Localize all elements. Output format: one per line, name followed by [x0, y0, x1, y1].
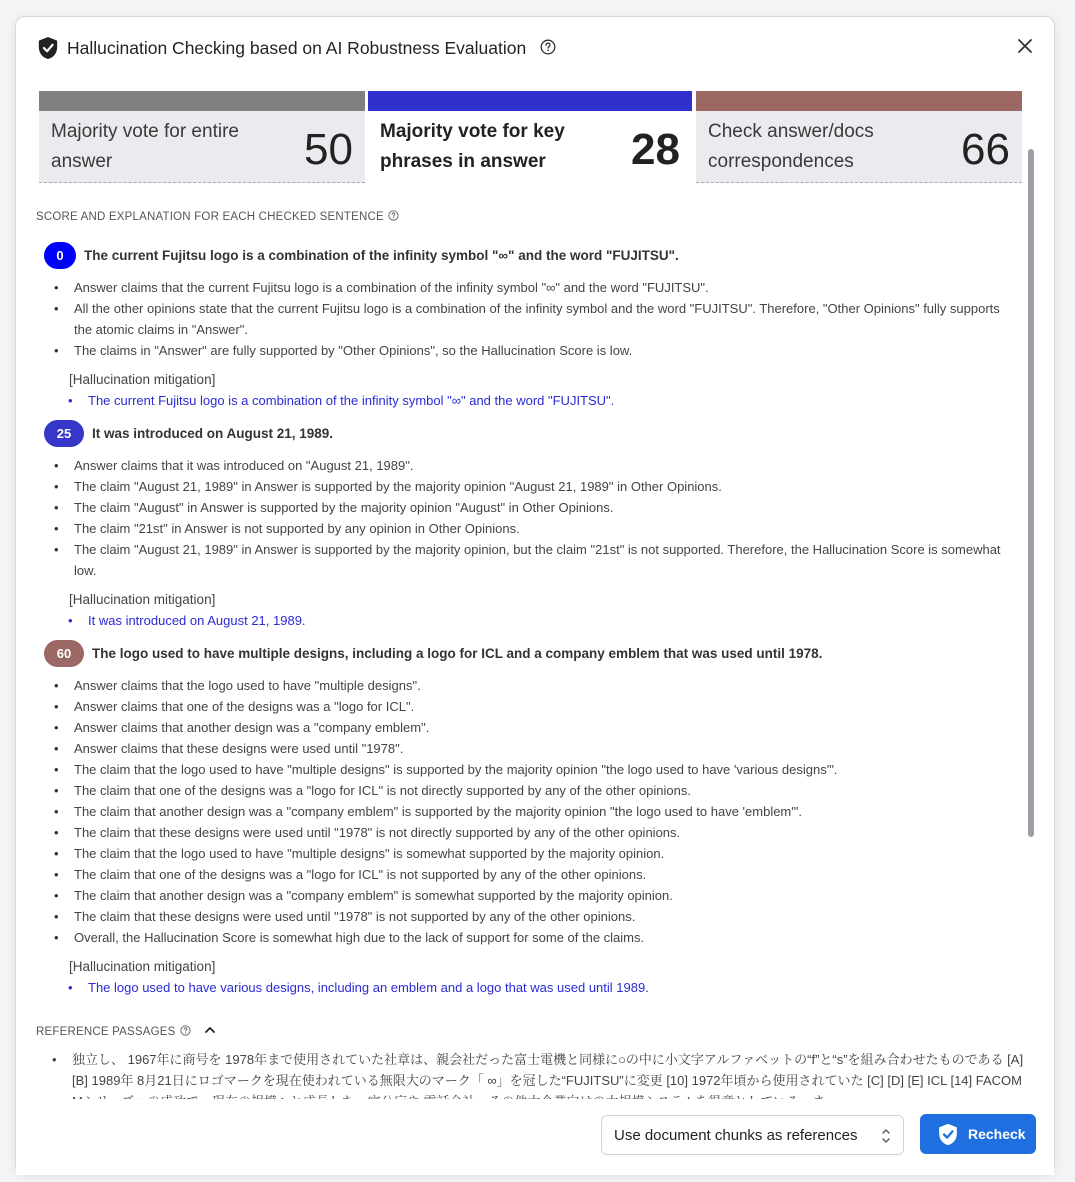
help-icon[interactable]	[180, 1025, 191, 1036]
list-item: • The claim that these designs were used until "1978" is not supported by any of the other opinions.	[46, 906, 1006, 927]
score-value: 50	[304, 125, 353, 174]
help-icon[interactable]	[540, 39, 556, 55]
list-item: • Answer claims that one of the designs was a "logo for ICL".	[46, 696, 1006, 717]
list-item: • The claim that the logo used to have "multiple designs" is somewhat supported by the majority opinion.	[46, 843, 1006, 864]
score-badge: 0	[44, 242, 76, 269]
chevron-up-icon[interactable]	[204, 1024, 216, 1036]
list-item: • The claim that another design was a "company emblem" is supported by the majority opinion "the logo used to have 'emblem'".	[46, 801, 1006, 822]
list-item: • The claim "August 21, 1989" in Answer is supported by the majority opinion, but the claim "21st" is not supported. Therefore, the Hallucination Score is somewhat low.	[46, 539, 1006, 581]
list-item: • Answer claims that it was introduced on "August 21, 1989".	[46, 455, 1006, 476]
checked-sentence: It was introduced on August 21, 1989.	[92, 426, 334, 441]
score-card-key-phrases[interactable]	[368, 91, 692, 183]
scrollbar[interactable]	[1028, 149, 1034, 837]
checked-sentence: The logo used to have multiple designs, including a logo for ICL and a company emblem that was used until 1978.	[92, 646, 823, 661]
list-item: • All the other opinions state that the current Fujitsu logo is a combination of the infinity symbol and the word "FUJITSU". Therefore, "Other Opinions" fully supports the atomic claims in "Answer".	[46, 298, 1006, 340]
shield-check-icon	[37, 36, 59, 60]
help-icon[interactable]	[388, 210, 399, 221]
reference-passage: • 独立し、 1967年に商号を 1978年まで使用されていた社章は、親会社だった富士電機と同様に○の中に小文字アルファベットの“f”と“s”を組み合わせたものである [A] [B] 1989年 8月21日にロゴマークを現在使われている無限大のマーク「 ∞」を冠した“FUJITSU”に変更 [10] 1972年頃から使用されていた [C] [D] [E] ICL [14] FACOM	[52, 1049, 1032, 1112]
mitigation-link[interactable]: • The current Fujitsu logo is a combination of the infinity symbol "∞" and the word "FUJITSU".	[68, 393, 614, 408]
chevron-updown-icon	[881, 1126, 891, 1146]
recheck-label: Recheck	[968, 1126, 1026, 1142]
explanation-list	[46, 455, 1006, 581]
list-item: • The claim that another design was a "company emblem" is somewhat supported by the majority opinion.	[46, 885, 1006, 906]
score-cards	[39, 91, 1023, 197]
explanation-list	[46, 675, 1006, 948]
score-label: Check answer/docs correspondences	[708, 121, 874, 172]
list-item: • The claim "August" in Answer is supported by the majority opinion "August" in Other Opinions.	[46, 497, 1006, 518]
recheck-button[interactable]	[920, 1114, 1036, 1154]
checked-sentence: The current Fujitsu logo is a combination of the infinity symbol "∞" and the word "FUJITSU".	[84, 248, 679, 263]
reference-source-select[interactable]	[601, 1115, 904, 1155]
mitigation-link[interactable]: • The logo used to have various designs, including an emblem and a logo that was used until 1989.	[68, 980, 649, 995]
score-bar	[39, 91, 365, 111]
select-value: Use document chunks as references	[614, 1127, 858, 1144]
score-badge: 60	[44, 640, 84, 667]
list-item: • The claim that these designs were used until "1978" is not directly supported by any of the other opinions.	[46, 822, 1006, 843]
section-title-text: SCORE AND EXPLANATION FOR EACH CHECKED SENTENCE	[36, 211, 384, 223]
list-item: • Answer claims that the logo used to have "multiple designs".	[46, 675, 1006, 696]
mitigation-label: [Hallucination mitigation]	[69, 959, 216, 974]
mitigation-link[interactable]: • It was introduced on August 21, 1989.	[68, 613, 306, 628]
hallucination-dialog	[15, 16, 1055, 1174]
score-card-docs-correspondence[interactable]	[696, 91, 1022, 183]
score-label: Majority vote for entire answer	[51, 121, 239, 172]
score-value: 66	[961, 125, 1010, 174]
dialog-header	[16, 17, 1054, 77]
mitigation-label: [Hallucination mitigation]	[69, 592, 216, 607]
score-card-entire-answer[interactable]	[39, 91, 365, 183]
list-item: • The claim that one of the designs was a "logo for ICL" is not directly supported by any of the other opinions.	[46, 780, 1006, 801]
list-item: • The claim that the logo used to have "multiple designs" is supported by the majority opinion "the logo used to have 'various designs'".	[46, 759, 1006, 780]
reference-title-text: REFERENCE PASSAGES	[36, 1026, 176, 1038]
dialog-title: Hallucination Checking based on AI Robustness Evaluation	[67, 38, 527, 58]
list-item: • Answer claims that another design was a "company emblem".	[46, 717, 1006, 738]
list-item: • Answer claims that the current Fujitsu logo is a combination of the infinity symbol "∞" and the word "FUJITSU".	[46, 277, 1006, 298]
reference-title[interactable]	[36, 1024, 216, 1038]
section-title	[36, 210, 399, 223]
close-icon[interactable]	[1016, 37, 1034, 55]
list-item: • The claim that one of the designs was a "logo for ICL" is not supported by any of the other opinions.	[46, 864, 1006, 885]
score-bar	[696, 91, 1022, 111]
dialog-body[interactable]	[16, 79, 1046, 1099]
list-item: • The claims in "Answer" are fully supported by "Other Opinions", so the Hallucination Score is low.	[46, 340, 1006, 361]
list-item: • Answer claims that these designs were used until "1978".	[46, 738, 1006, 759]
list-item: • Overall, the Hallucination Score is somewhat high due to the lack of support for some of the claims.	[46, 927, 1006, 948]
score-bar	[368, 91, 692, 111]
score-badge: 25	[44, 420, 84, 447]
explanation-list	[46, 277, 1006, 361]
list-item: • The claim "August 21, 1989" in Answer is supported by the majority opinion "August 21, 1989" in Other Opinions.	[46, 476, 1006, 497]
mitigation-label: [Hallucination mitigation]	[69, 372, 216, 387]
score-value: 28	[631, 125, 680, 174]
dialog-footer	[16, 1099, 1054, 1175]
list-item: • The claim "21st" in Answer is not supported by any opinion in Other Opinions.	[46, 518, 1006, 539]
score-label: Majority vote for key phrases in answer	[380, 121, 565, 172]
shield-check-icon	[937, 1123, 959, 1146]
